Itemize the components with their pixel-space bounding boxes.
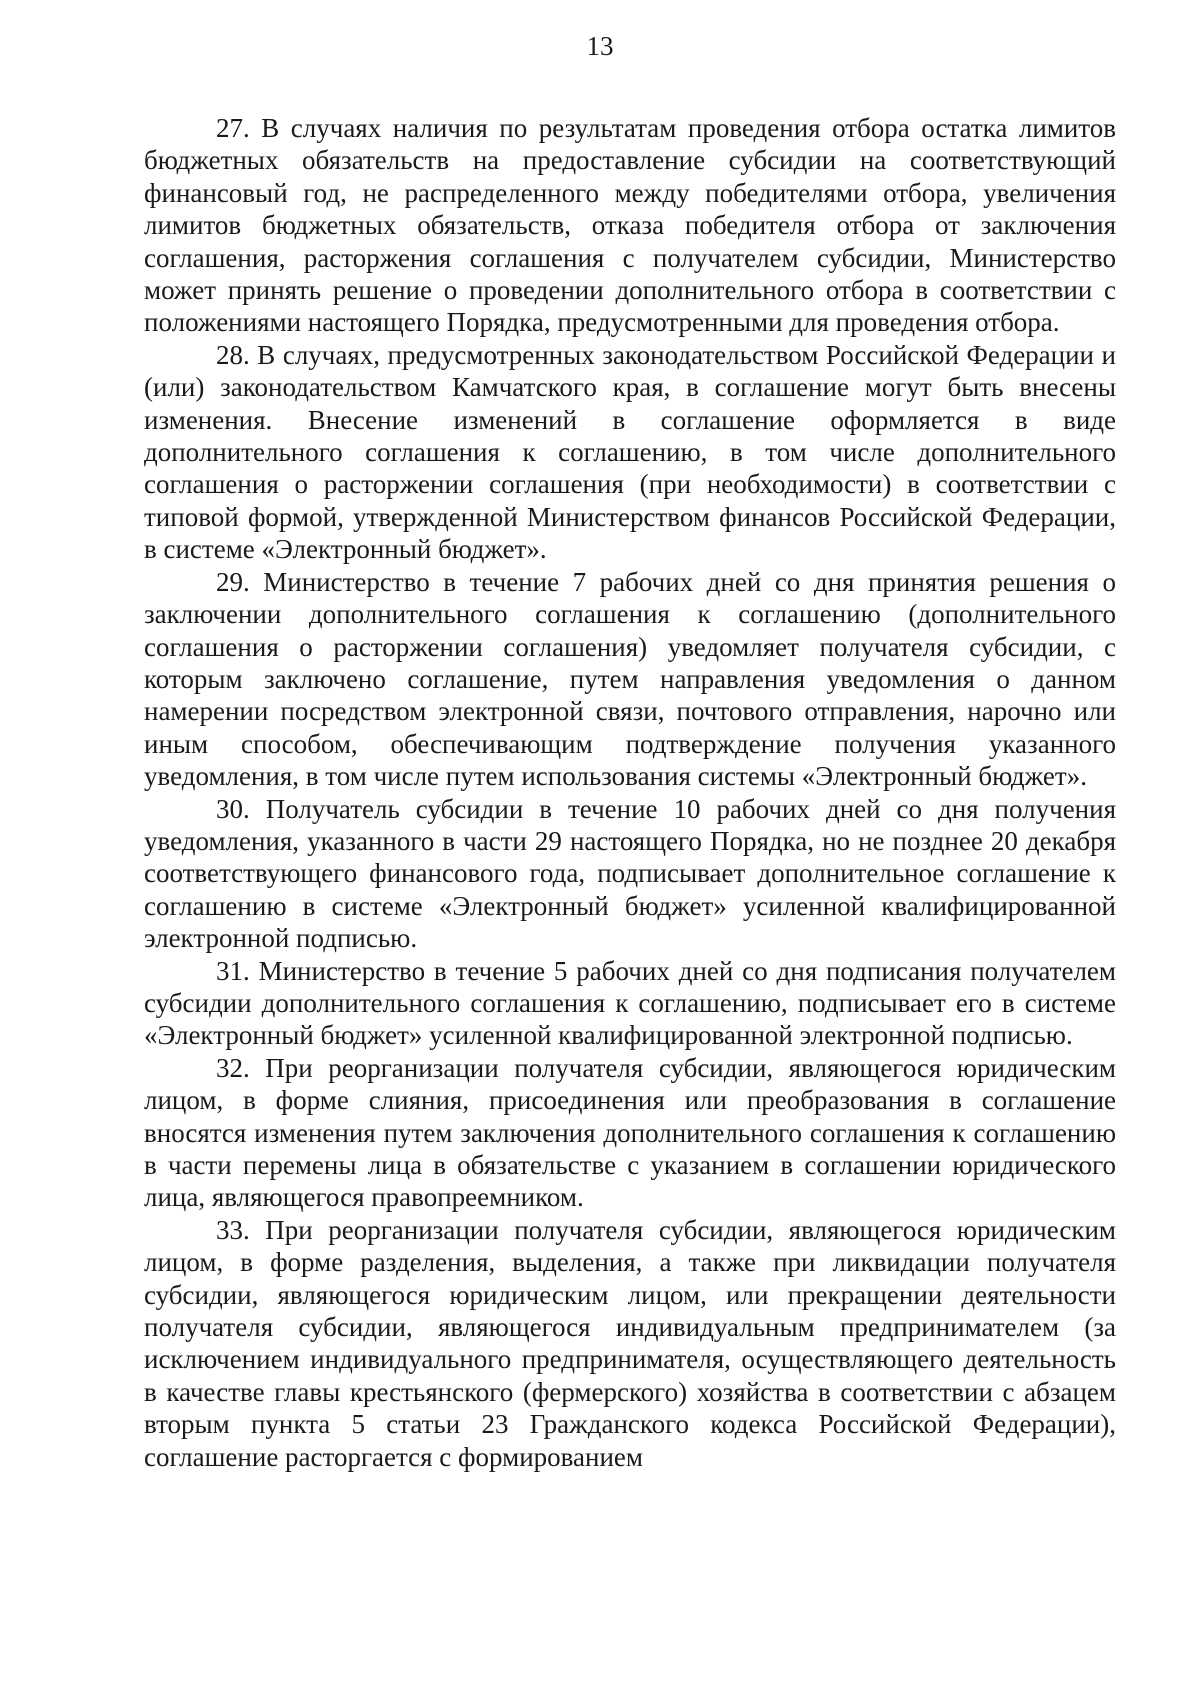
paragraph-33: 33. При реорганизации получателя субсидии, являющегося юридическим лицом, в форме разделения, выделения, а также при ликвидации получателя субсидии, являющегося юридическим лицом, или прекращении деятельности получателя субсидии, являющегося индивидуальным предпринимателем (за исключением индивидуального предпринимателя, осуществляющего деятельность в качестве главы крестьянского (фермерского) хозяйства в соответствии с абзацем вторым пункта 5 статьи 23 Гражданского кодекса Российской Федерации), соглашение расторгается с формированием	[144, 1214, 1116, 1472]
paragraph-31: 31. Министерство в течение 5 рабочих дней со дня подписания получателем субсидии дополнительного соглашения к соглашению, подписывает его в системе «Электронный бюджет» усиленной квалифицированной электронной подписью.	[144, 955, 1116, 1051]
paragraph-27: 27. В случаях наличия по результатам проведения отбора остатка лимитов бюджетных обязательств на предоставление субсидии на соответствующий финансовый год, не распределенного между победителями отбора, увеличения лимитов бюджетных обязательств, отказа победителя отбора от заключения соглашения, расторжения соглашения с получателем субсидии, Министерство может принять решение о проведении дополнительного отбора в соответствии с положениями настоящего Порядка, предусмотренными для проведения отбора.	[144, 113, 1116, 338]
page-number: 13	[586, 31, 614, 61]
paragraph-30: 30. Получатель субсидии в течение 10 рабочих дней со дня получения уведомления, указанного в части 29 настоящего Порядка, но не позднее 20 декабря соответствующего финансового года, подписывает дополнительное соглашение к соглашению в системе «Электронный бюджет» усиленной квалифицированной электронной подписью.	[144, 793, 1116, 954]
document-body	[144, 112, 1116, 1473]
paragraph-28: 28. В случаях, предусмотренных законодательством Российской Федерации и (или) законодательством Камчатского края, в соглашение могут быть внесены изменения. Внесение изменений в соглашение оформляется в виде дополнительного соглашения к соглашению, в том числе дополнительного соглашения о расторжении соглашения (при необходимости) в соответствии с типовой формой, утвержденной Министерством финансов Российской Федерации, в системе «Электронный бюджет».	[144, 339, 1116, 565]
paragraph-32: 32. При реорганизации получателя субсидии, являющегося юридическим лицом, в форме слияния, присоединения или преобразования в соглашение вносятся изменения путем заключения дополнительного соглашения к соглашению в части перемены лица в обязательстве с указанием в соглашении юридического лица, являющегося правопреемником.	[144, 1052, 1116, 1213]
paragraph-29: 29. Министерство в течение 7 рабочих дней со дня принятия решения о заключении дополнительного соглашения к соглашению (дополнительного соглашения о расторжении соглашения) уведомляет получателя субсидии, с которым заключено соглашение, путем направления уведомления о данном намерении посредством электронной связи, почтового отправления, нарочно или иным способом, обеспечивающим подтверждение получения указанного уведомления, в том числе путем использования системы «Электронный бюджет».	[144, 566, 1116, 792]
